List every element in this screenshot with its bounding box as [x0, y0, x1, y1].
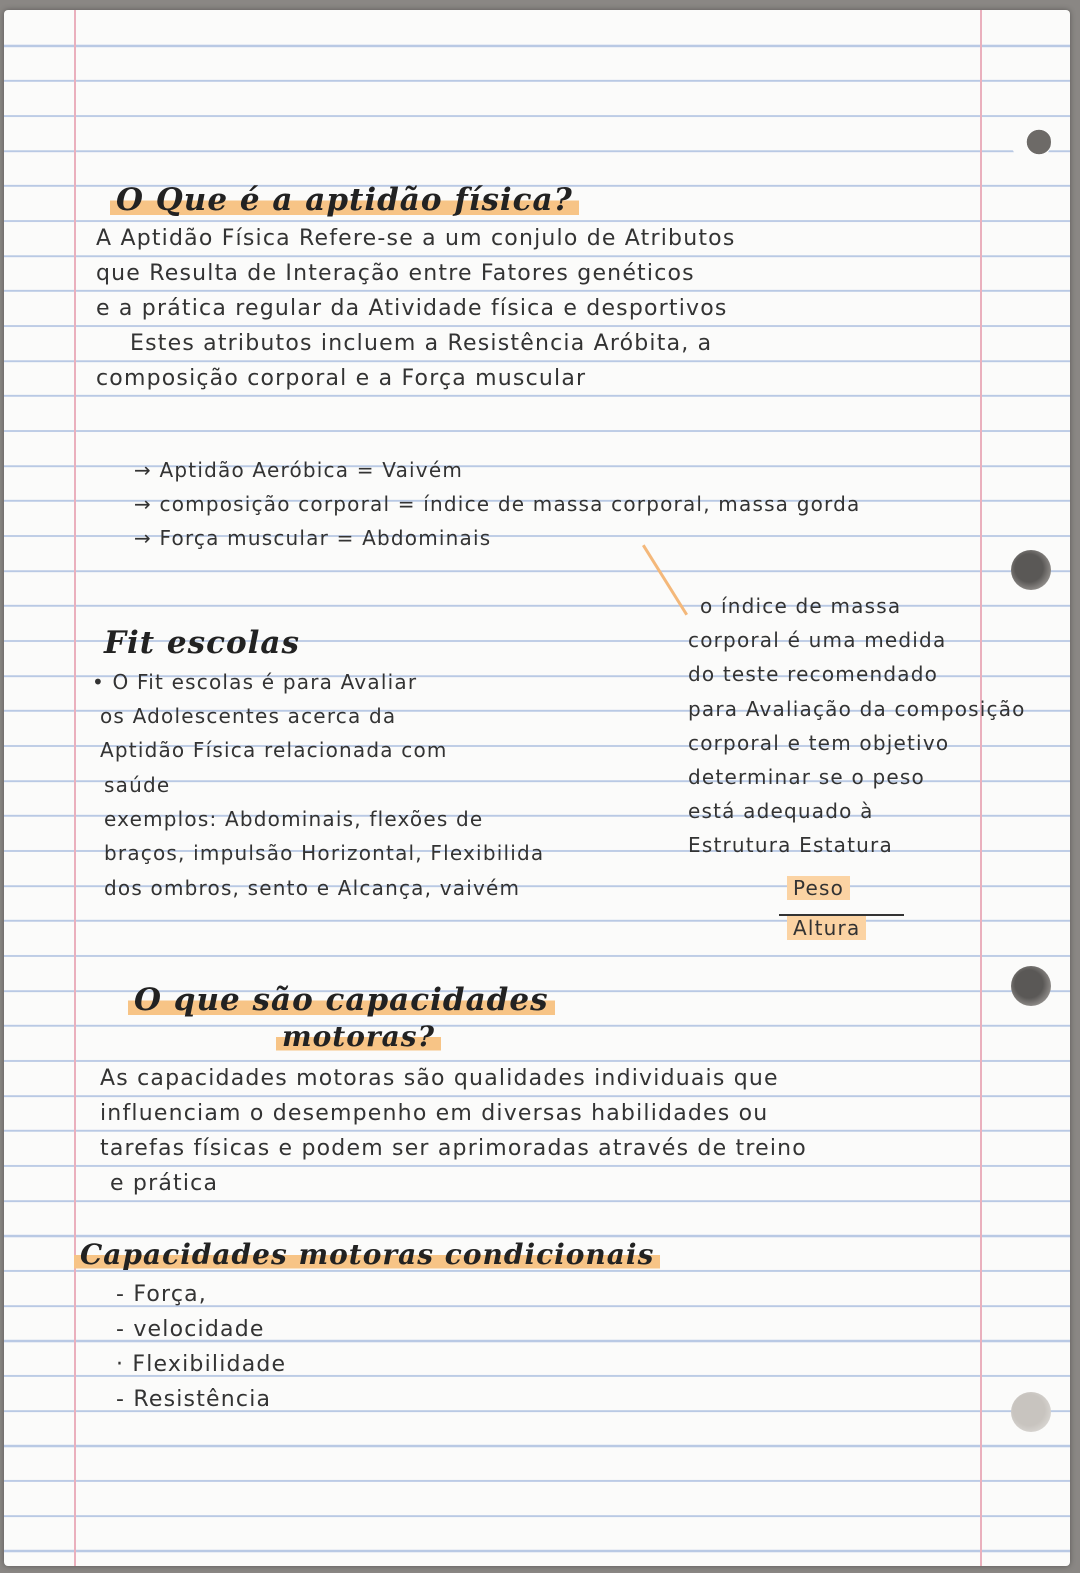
list-item: - Força, — [116, 1282, 207, 1307]
highlight-arrow — [642, 544, 688, 615]
paragraph-line: dos ombros, sento e Alcança, vaivém — [104, 876, 521, 900]
paragraph-line: • O Fit escolas é para Avaliar — [92, 670, 418, 694]
binder-hole — [1011, 122, 1051, 162]
formula-denominator: Altura — [787, 916, 866, 940]
note-line: o índice de massa — [700, 594, 902, 618]
list-item: · Flexibilidade — [116, 1352, 287, 1377]
section-title-fitescolas: Fit escolas — [104, 625, 300, 661]
section-title-capacidades: O que são capacidades — [128, 982, 555, 1018]
list-item: - velocidade — [116, 1317, 265, 1342]
paragraph-line: que Resulta de Interação entre Fatores genéticos — [96, 261, 695, 286]
note-line: está adequado à — [688, 799, 874, 823]
note-line: corporal é uma medida — [688, 628, 947, 652]
paragraph-line: influenciam o desempenho em diversas habilidades ou — [100, 1101, 769, 1126]
paragraph-line: exemplos: Abdominais, flexões de — [104, 807, 484, 831]
right-margin-line — [980, 10, 982, 1566]
paragraph-line: Aptidão Física relacionada com — [100, 738, 448, 762]
section-title-capacidades-line2: motoras? — [276, 1020, 441, 1053]
paragraph-line: saúde — [104, 773, 171, 797]
formula-numerator: Peso — [787, 876, 850, 900]
paragraph-line: e prática — [110, 1171, 219, 1196]
paragraph-line: A Aptidão Física Refere-se a um conjulo de Atributos — [96, 226, 736, 251]
list-item: → Força muscular = Abdominais — [134, 526, 492, 550]
binder-hole — [1011, 550, 1051, 590]
binder-hole — [1011, 1392, 1051, 1432]
note-line: Estrutura Estatura — [688, 833, 893, 857]
note-line: do teste recomendado — [688, 662, 939, 686]
paragraph-line: As capacidades motoras são qualidades individuais que — [100, 1066, 779, 1091]
note-line: determinar se o peso — [688, 765, 925, 789]
paragraph-line: Estes atributos incluem a Resistência Aróbita, a — [130, 331, 713, 356]
list-item: → composição corporal = índice de massa corporal, massa gorda — [134, 492, 861, 516]
notebook-page — [4, 10, 1070, 1566]
paragraph-line: braços, impulsão Horizontal, Flexibilida — [104, 841, 545, 865]
paragraph-line: tarefas físicas e podem ser aprimoradas através de treino — [100, 1136, 807, 1161]
note-line: corporal e tem objetivo — [688, 731, 950, 755]
left-margin-line — [74, 10, 76, 1566]
paragraph-line: composição corporal e a Força muscular — [96, 366, 587, 391]
paragraph-line: os Adolescentes acerca da — [100, 704, 397, 728]
binder-hole — [1011, 966, 1051, 1006]
list-item: → Aptidão Aeróbica = Vaivém — [134, 458, 464, 482]
section-title-condicionais: Capacidades motoras condicionais — [74, 1238, 660, 1271]
section-title-aptidao: O Que é a aptidão física? — [110, 182, 579, 218]
list-item: - Resistência — [116, 1387, 272, 1412]
paragraph-line: e a prática regular da Atividade física e desportivos — [96, 296, 728, 321]
note-line: para Avaliação da composição — [688, 697, 1026, 721]
